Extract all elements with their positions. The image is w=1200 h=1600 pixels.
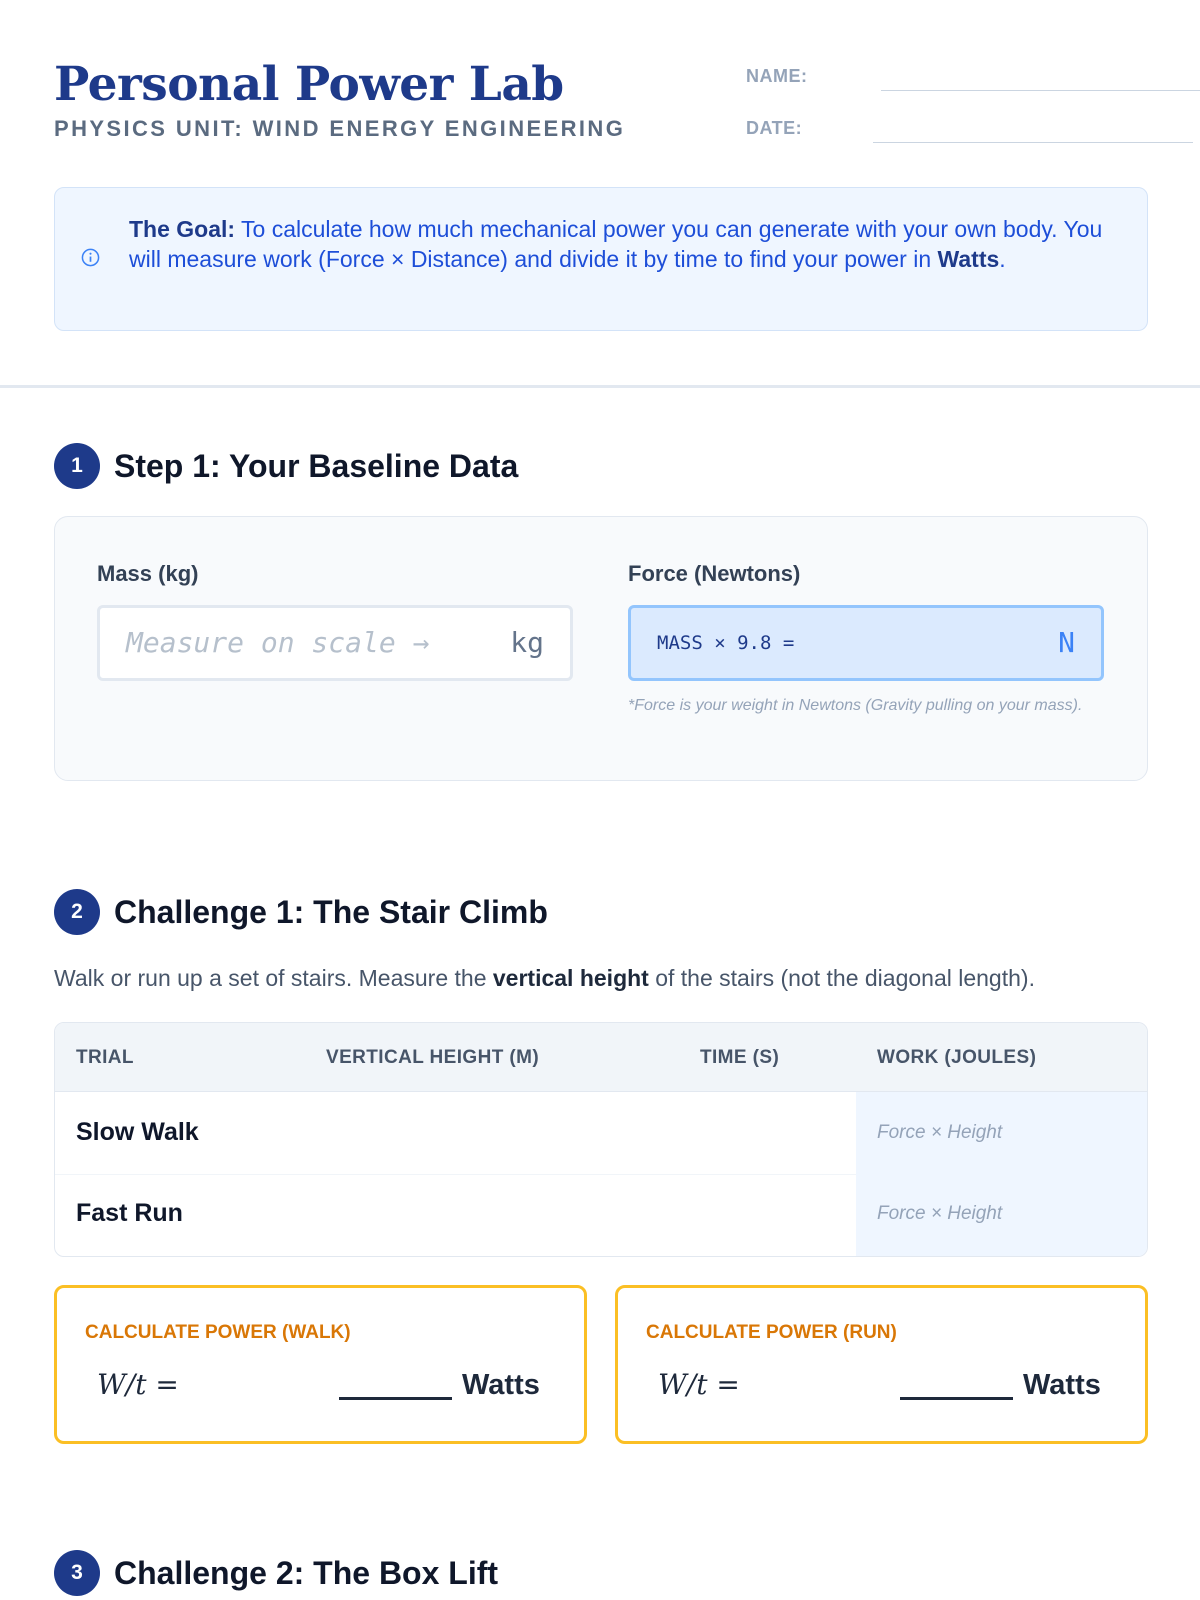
name-line[interactable] [881, 90, 1200, 91]
step1-title: Step 1: Your Baseline Data [114, 448, 519, 484]
force-unit: N [1058, 626, 1075, 659]
worksheet-header [54, 58, 1148, 148]
goal-lead: The Goal: [129, 216, 236, 242]
date-field[interactable] [746, 114, 1200, 154]
force-input[interactable] [628, 605, 1104, 681]
date-line[interactable] [873, 142, 1193, 143]
work-placeholder: Force × Height [877, 1122, 1003, 1143]
page-title: Personal Power Lab [54, 57, 564, 112]
name-label: NAME: [746, 66, 808, 86]
goal-text [129, 214, 1129, 274]
calc-run-equation: W/t = [658, 1368, 740, 1401]
mass-placeholder: Measure on scale → [126, 626, 430, 659]
table-header [55, 1023, 1147, 1092]
step3-heading [54, 1550, 754, 1598]
step2-number-badge: 2 [54, 889, 100, 935]
trial-label: Slow Walk [76, 1118, 199, 1146]
section-divider [0, 385, 1200, 388]
mass-unit: kg [510, 626, 544, 659]
force-formula: MASS × 9.8 = [657, 632, 795, 654]
th-work: WORK (JOULES) [877, 1047, 1037, 1068]
force-note: *Force is your weight in Newtons (Gravity pulling on your mass). [628, 697, 1083, 714]
step3-title: Challenge 2: The Box Lift [114, 1555, 499, 1591]
row-divider [55, 1174, 856, 1175]
calc-run-answer-line[interactable] [900, 1397, 1013, 1400]
goal-body: To calculate how much mechanical power you can generate with your own body. You will measure work (Force × Distance) and divide it by time to find your power in [129, 216, 1103, 272]
calc-run-label: CALCULATE POWER (RUN) [646, 1322, 897, 1343]
goal-end: . [999, 246, 1006, 272]
goal-callout [54, 187, 1148, 331]
step1-number-badge: 1 [54, 443, 100, 489]
step1-heading [54, 443, 654, 491]
force-label: Force (Newtons) [628, 561, 801, 586]
calc-power-walk-box [54, 1285, 587, 1444]
page-subtitle: PHYSICS UNIT: WIND ENERGY ENGINEERING [54, 116, 626, 141]
trial-label: Fast Run [76, 1199, 183, 1227]
th-trial: TRIAL [76, 1047, 134, 1068]
calc-walk-equation: W/t = [97, 1368, 179, 1401]
name-field[interactable] [746, 62, 1200, 102]
mass-input[interactable] [97, 605, 573, 681]
step2-title: Challenge 1: The Stair Climb [114, 894, 548, 930]
instruction-bold: vertical height [492, 965, 649, 991]
calc-run-unit: Watts [1023, 1369, 1101, 1401]
stair-instructions [54, 965, 1035, 992]
instruction-pre: Walk or run up a set of stairs. Measure the [54, 965, 493, 991]
instruction-post: of the stairs (not the diagonal length). [648, 965, 1035, 991]
calc-walk-label: CALCULATE POWER (WALK) [85, 1322, 351, 1343]
calc-power-run-box [615, 1285, 1148, 1444]
step3-number-badge: 3 [54, 1550, 100, 1596]
step2-heading [54, 889, 754, 937]
work-placeholder: Force × Height [877, 1203, 1003, 1224]
work-column [856, 1092, 1148, 1257]
baseline-card [54, 516, 1148, 781]
info-icon [81, 248, 100, 267]
th-time: TIME (S) [700, 1047, 780, 1068]
stair-data-table [54, 1022, 1148, 1257]
mass-label: Mass (kg) [97, 561, 199, 586]
th-height: VERTICAL HEIGHT (M) [326, 1047, 540, 1068]
calc-walk-answer-line[interactable] [339, 1397, 452, 1400]
calc-walk-unit: Watts [462, 1369, 540, 1401]
date-label: DATE: [746, 118, 803, 138]
goal-unit: Watts [937, 246, 1000, 272]
